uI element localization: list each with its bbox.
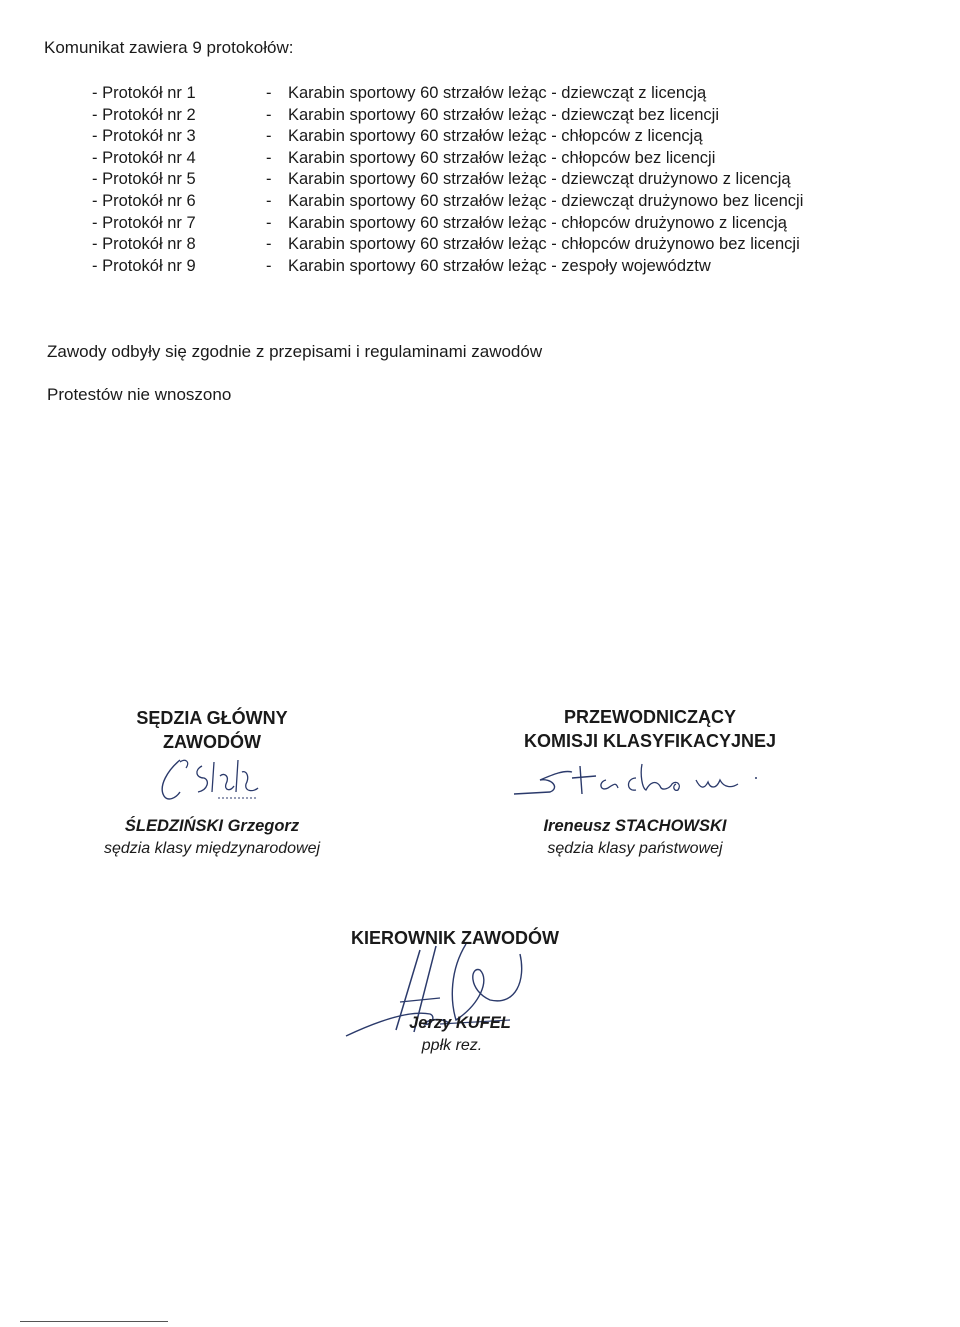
protocol-label: - Protokół nr 9 <box>92 256 196 275</box>
protocol-label: - Protokół nr 5 <box>92 170 196 189</box>
protocol-label: - Protokół nr 8 <box>92 235 196 254</box>
chief-judge-name: ŚLEDZIŃSKI Grzegorz <box>124 817 300 835</box>
protocol-dash: - <box>266 105 272 124</box>
protocol-description: Karabin sportowy 60 strzałów leżąc - zespoły województw <box>288 256 711 275</box>
protocol-item <box>92 191 803 213</box>
protocol-item <box>92 105 803 127</box>
protocol-dash: - <box>266 191 272 210</box>
competition-director-name: Jerzy KUFEL <box>409 1014 511 1032</box>
chief-judge-title-line1: SĘDZIA GŁÓWNY <box>136 708 288 728</box>
protocol-dash: - <box>266 170 272 189</box>
classification-chair-details <box>500 817 770 858</box>
protocol-description: Karabin sportowy 60 strzałów leżąc - chłopców drużynowo z licencją <box>288 213 787 232</box>
protocol-dash: - <box>266 256 272 275</box>
chief-judge-rank: sędzia klasy międzynarodowej <box>103 840 321 857</box>
protocol-label: - Protokół nr 3 <box>92 127 196 146</box>
protocol-dash: - <box>266 84 272 102</box>
protocol-item <box>92 148 803 170</box>
rules-statement: Zawody odbyły się zgodnie z przepisami i regulaminami zawodów <box>47 342 543 361</box>
chief-judge-block <box>82 706 342 754</box>
classification-chair-title-line1: PRZEWODNICZĄCY <box>564 707 736 727</box>
classification-chair-title-line2: KOMISJI KLASYFIKACYJNEJ <box>523 731 777 751</box>
protocol-description: Karabin sportowy 60 strzałów leżąc - dziewcząt bez licencji <box>288 105 720 124</box>
protocol-label: - Protokół nr 7 <box>92 213 196 232</box>
protocol-item <box>92 256 803 278</box>
protocol-list <box>92 83 803 277</box>
protocol-item <box>92 234 803 256</box>
chief-judge-title-line2: ZAWODÓW <box>163 732 261 752</box>
protocol-description: Karabin sportowy 60 strzałów leżąc - dziewcząt drużynowo bez licencji <box>288 191 804 210</box>
classification-chair-rank: sędzia klasy państwowej <box>547 840 723 857</box>
protocol-label: - Protokół nr 1 <box>92 84 196 102</box>
document-intro: Komunikat zawiera 9 protokołów: <box>44 38 294 57</box>
protocol-dash: - <box>266 148 272 167</box>
protocol-description: Karabin sportowy 60 strzałów leżąc - chłopców z licencją <box>288 127 703 146</box>
protocol-item <box>92 83 803 105</box>
protocol-item <box>92 213 803 235</box>
chief-judge-details <box>82 817 342 858</box>
competition-director-rank: ppłk rez. <box>421 1037 483 1054</box>
protocol-dash: - <box>266 127 272 146</box>
protocol-description: Karabin sportowy 60 strzałów leżąc - chłopców bez licencji <box>288 148 716 167</box>
protocol-dash: - <box>266 235 272 254</box>
chief-judge-signature <box>150 752 270 808</box>
protocol-label: - Protokół nr 6 <box>92 191 196 210</box>
protocol-description: Karabin sportowy 60 strzałów leżąc - dziewcząt drużynowo z licencją <box>288 170 791 189</box>
protocol-dash: - <box>266 213 272 232</box>
classification-chair-block <box>500 705 800 753</box>
classification-chair-name: Ireneusz STACHOWSKI <box>543 817 727 835</box>
protocol-description: Karabin sportowy 60 strzałów leżąc - chłopców drużynowo bez licencji <box>288 235 800 254</box>
protests-statement: Protestów nie wnoszono <box>47 385 232 404</box>
classification-chair-signature <box>510 758 770 802</box>
protocol-description: Karabin sportowy 60 strzałów leżąc - dziewcząt z licencją <box>288 84 707 102</box>
protocol-item <box>92 126 803 148</box>
protocol-item <box>92 169 803 191</box>
competition-director-title: KIEROWNIK ZAWODÓW <box>351 928 559 948</box>
protocol-label: - Protokół nr 4 <box>92 148 196 167</box>
footer-divider <box>20 1321 168 1322</box>
protocol-label: - Protokół nr 2 <box>92 105 196 124</box>
